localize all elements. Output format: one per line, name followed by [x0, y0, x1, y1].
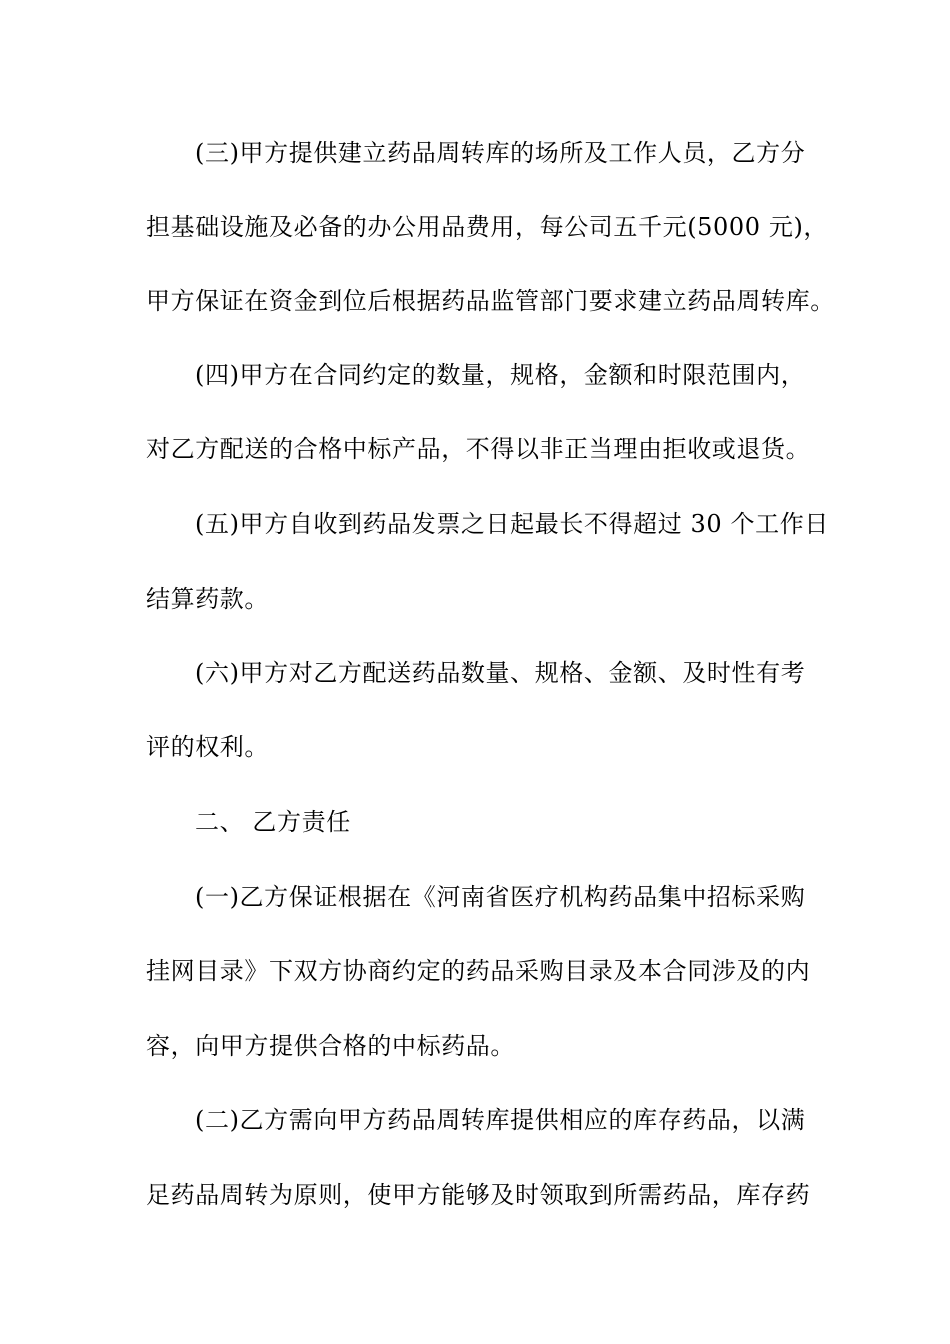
clause-6-line-1: (六)甲方对乙方配送药品数量、规格、金额、及时性有考 — [195, 659, 806, 687]
clause-b1-line-1: (一)乙方保证根据在《河南省医疗机构药品集中招标采购 — [195, 883, 806, 911]
clause-4-line-2: 对乙方配送的合格中标产品，不得以非正当理由拒收或退货。 — [146, 435, 811, 463]
clause-3-line-1: (三)甲方提供建立药品周转库的场所及工作人员，乙方分 — [195, 139, 806, 167]
clause-4-line-1: (四)甲方在合同约定的数量，规格，金额和时限范围内， — [195, 361, 806, 389]
clause-b2-line-1: (二)乙方需向甲方药品周转库提供相应的库存药品，以满 — [195, 1106, 806, 1134]
clause-6-line-2: 评的权利。 — [146, 733, 269, 761]
clause-3-line-2: 担基础设施及必备的办公用品费用，每公司五千元(5000 元)， — [146, 213, 829, 241]
clause-b1-line-3: 容，向甲方提供合格的中标药品。 — [146, 1032, 515, 1060]
clause-5-line-2: 结算药款。 — [146, 585, 269, 613]
clause-b1-line-2: 挂网目录》下双方协商约定的药品采购目录及本合同涉及的内 — [146, 957, 811, 985]
clause-3-line-3: 甲方保证在资金到位后根据药品监管部门要求建立药品周转库。 — [146, 287, 835, 315]
section-heading: 二、 乙方责任 — [195, 808, 351, 836]
clause-b2-line-2: 足药品周转为原则，使甲方能够及时领取到所需药品，库存药 — [146, 1181, 811, 1209]
clause-5-line-1: (五)甲方自收到药品发票之日起最长不得超过 30 个工作日 — [195, 510, 829, 538]
